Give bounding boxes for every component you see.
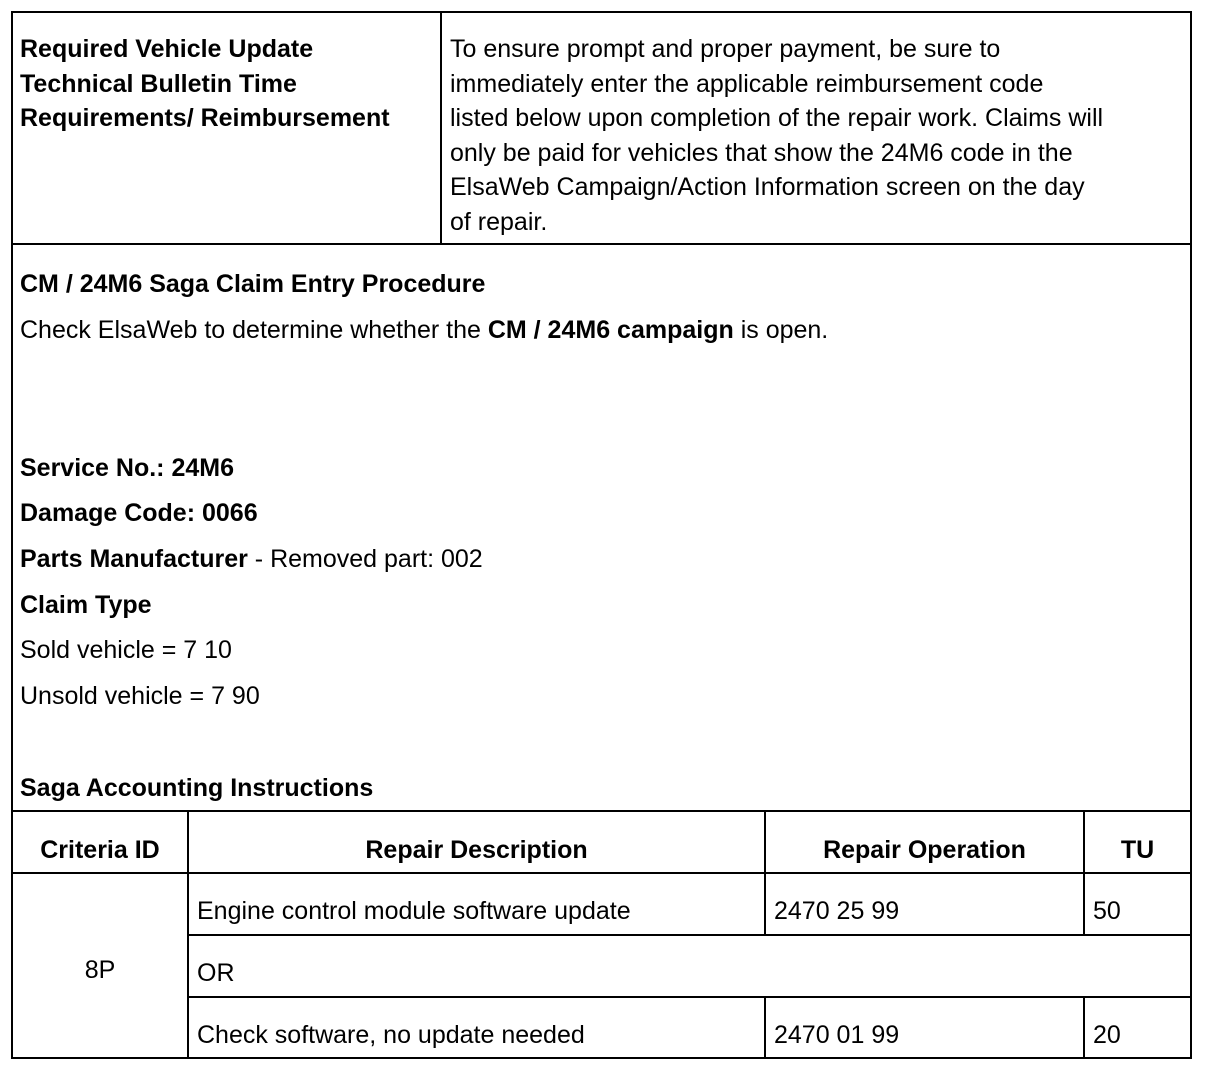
- check-text-post: is open.: [733, 316, 829, 344]
- accounting-title: Saga Accounting Instructions: [20, 774, 374, 802]
- header-bottom-line: [11, 243, 1192, 245]
- procedure-title: CM / 24M6 Saga Claim Entry Procedure: [20, 270, 486, 298]
- col-header-tu: TU: [1120, 836, 1155, 864]
- campaign-name: CM / 24M6 campaign: [487, 316, 734, 344]
- parts-label: Parts Manufacturer: [20, 545, 248, 573]
- col-header-criteria-id: Criteria ID: [40, 836, 160, 864]
- criteria-id-cell: 8P: [84, 956, 116, 984]
- claim-type-label: Claim Type: [20, 591, 152, 619]
- table-row1-line: [187, 934, 1192, 936]
- unsold-vehicle-code: Unsold vehicle = 7 90: [20, 682, 260, 710]
- row2-or: OR: [197, 959, 235, 987]
- header-text-line: only be paid for vehicles that show the 24M6 code in the: [450, 138, 1073, 167]
- check-text-pre: Check ElsaWeb to determine whether the: [20, 316, 488, 344]
- header-text-line: ElsaWeb Campaign/Action Information screen on the day: [450, 173, 1085, 202]
- col-header-repair-operation: Repair Operation: [823, 836, 1026, 864]
- table-row2-line: [187, 996, 1192, 998]
- header-label-line: Required Vehicle Update: [20, 35, 314, 63]
- table-col3-line-a: [1083, 810, 1085, 936]
- table-col2-line-b: [764, 996, 766, 1059]
- row3-tu: 20: [1093, 1021, 1121, 1049]
- row1-description: Engine control module software update: [197, 897, 631, 925]
- header-text-line: immediately enter the applicable reimbursement code: [450, 69, 1044, 98]
- table-col2-line-a: [764, 810, 766, 936]
- header-text-line: of repair.: [450, 207, 548, 236]
- row3-operation: 2470 01 99: [774, 1021, 900, 1049]
- header-label-line: Requirements/ Reimbursement: [20, 104, 390, 133]
- header-divider: [440, 11, 442, 245]
- parts-value: - Removed part: 002: [247, 545, 483, 573]
- table-col3-line-b: [1083, 996, 1085, 1059]
- damage-code: Damage Code: 0066: [20, 499, 258, 527]
- parts-manufacturer: [20, 542, 483, 577]
- row1-operation: 2470 25 99: [774, 897, 900, 925]
- col-header-repair-description: Repair Description: [365, 836, 588, 864]
- check-elsaweb-text: [20, 313, 828, 348]
- header-text-line: To ensure prompt and proper payment, be sure to: [450, 35, 1001, 63]
- service-number: Service No.: 24M6: [20, 454, 234, 482]
- sold-vehicle-code: Sold vehicle = 7 10: [20, 636, 232, 664]
- row3-description: Check software, no update needed: [197, 1021, 585, 1049]
- header-label: [20, 32, 390, 136]
- row1-tu: 50: [1093, 897, 1121, 925]
- header-text-line: listed below upon completion of the repair work. Claims will: [450, 104, 1104, 133]
- header-label-line: Technical Bulletin Time: [20, 69, 297, 98]
- header-text: [450, 32, 1103, 240]
